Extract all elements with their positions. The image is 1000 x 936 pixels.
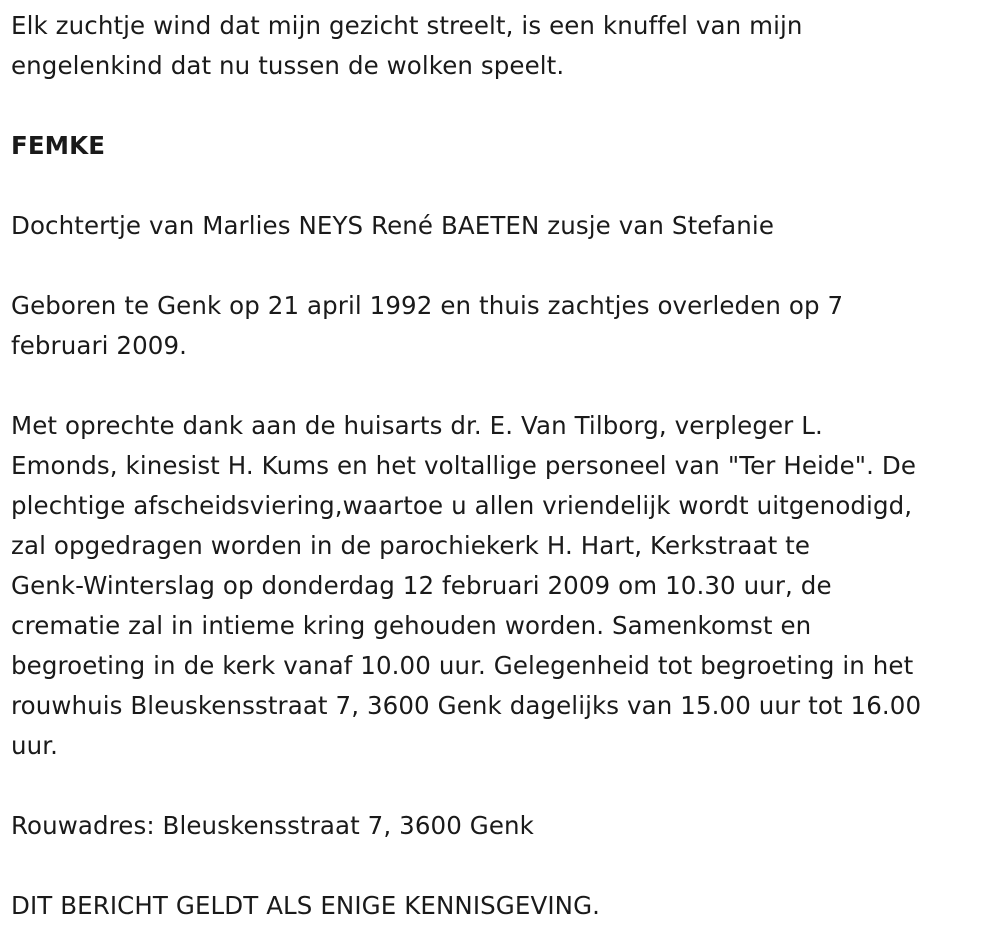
parents-text: Dochtertje van Marlies NEYS René BAETEN zusje van Stefanie: [11, 211, 775, 240]
poem-text: Elk zuchtje wind dat mijn gezicht streelt, is een knuffel van mijn engelenkind dat nu tussen de wolken speelt.: [11, 11, 803, 80]
deceased-name: FEMKE: [11, 131, 106, 160]
closing-statement: DIT BERICHT GELDT ALS ENIGE KENNISGEVING.: [11, 891, 601, 920]
birth-death-text: Geboren te Genk op 21 april 1992 en thuis zachtjes overleden op 7 februari 2009.: [11, 291, 844, 360]
mourning-address: Rouwadres: Bleuskensstraat 7, 3600 Genk: [11, 811, 534, 840]
thanks-ceremony-text: Met oprechte dank aan de huisarts dr. E. Van Tilborg, verpleger L. Emonds, kinesist H. Kums en het voltallige personeel van "Ter Heide". De plechtige afscheidsviering,waartoe u allen vriendelijk wordt uitgenodigd, zal opgedragen worden in de parochiekerk H. Hart, Kerkstraat te Genk-Winterslag op donderdag 12 februari 2009 om 10.30 uur, de crematie zal in intieme kring gehouden worden. Samenkomst en begroeting in de kerk vanaf 10.00 uur. Gelegenheid tot begroeting in het rouwhuis Bleuskensstraat 7, 3600 Genk dagelijks van 15.00 uur tot 16.00 uur.: [11, 411, 922, 760]
